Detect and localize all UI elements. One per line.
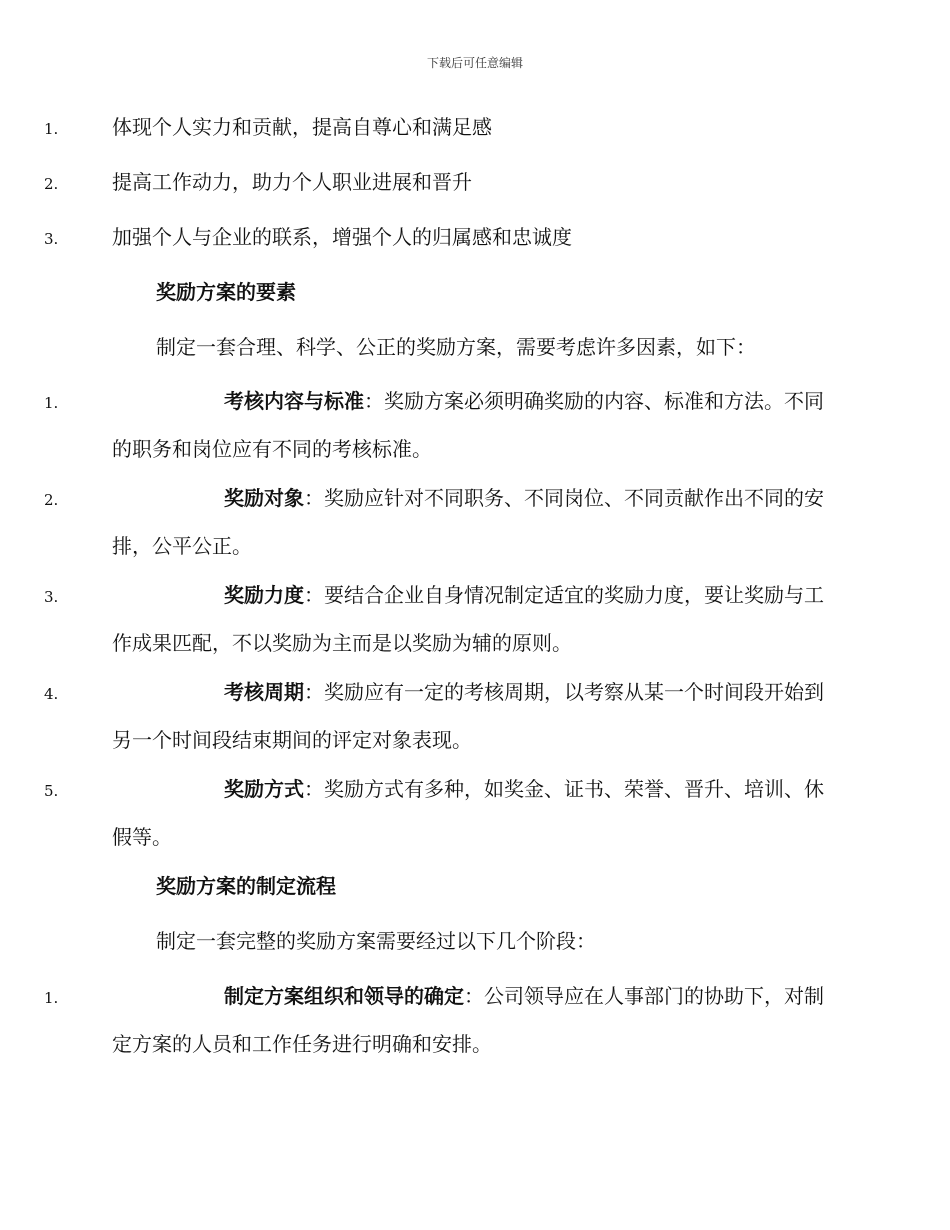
list-text: 要结合企业自身情况制定适宜的奖励力度，要让奖励与工作成果匹配，不以奖励为主而是以奖励为辅的原则。 <box>112 583 824 655</box>
list-text: 奖励方式有多种，如奖金、证书、荣誉、晋升、培训、休假等。 <box>112 777 824 849</box>
list-number: 1. <box>44 394 59 412</box>
list-item <box>44 159 836 207</box>
list-item <box>44 572 836 666</box>
list-item <box>44 214 836 262</box>
list-number: 5. <box>44 782 59 800</box>
list-number: 2. <box>44 175 59 193</box>
page-header: 下载后可任意编辑 <box>426 56 523 70</box>
paragraph: 制定一套合理、科学、公正的奖励方案，需要考虑许多因素，如下： <box>156 335 756 359</box>
list-term: 考核周期 <box>224 680 304 704</box>
paragraph: 制定一套完整的奖励方案需要经过以下几个阶段： <box>156 929 596 953</box>
list-number: 3. <box>44 230 59 248</box>
list-term: 奖励力度 <box>224 583 304 607</box>
section-heading: 奖励方案的制定流程 <box>156 874 336 898</box>
list-separator: ： <box>304 777 324 801</box>
list-text: 加强个人与企业的联系，增强个人的归属感和忠诚度 <box>112 225 572 249</box>
section-heading: 奖励方案的要素 <box>156 280 296 304</box>
list-separator: ： <box>304 486 324 510</box>
list-item <box>44 766 836 860</box>
list-term: 奖励对象 <box>224 486 304 510</box>
list-term: 奖励方式 <box>224 777 304 801</box>
list-separator: ： <box>304 680 324 704</box>
list-term: 考核内容与标准 <box>224 389 364 413</box>
list-text: 体现个人实力和贡献，提高自尊心和满足感 <box>112 115 492 139</box>
list-item <box>44 973 836 1067</box>
list-text: 奖励应有一定的考核周期，以考察从某一个时间段开始到另一个时间段结束期间的评定对象表现。 <box>112 680 824 752</box>
list-item <box>44 669 836 763</box>
list-text: 奖励方案必须明确奖励的内容、标准和方法。不同的职务和岗位应有不同的考核标准。 <box>112 389 824 461</box>
list-number: 3. <box>44 588 59 606</box>
list-item <box>44 378 836 472</box>
list-number: 4. <box>44 685 59 703</box>
list-text: 提高工作动力，助力个人职业进展和晋升 <box>112 170 472 194</box>
list-term: 制定方案组织和领导的确定 <box>224 984 464 1008</box>
list-separator: ： <box>304 583 324 607</box>
list-number: 2. <box>44 491 59 509</box>
list-text: 奖励应针对不同职务、不同岗位、不同贡献作出不同的安排，公平公正。 <box>112 486 824 558</box>
list-text: 公司领导应在人事部门的协助下，对制定方案的人员和工作任务进行明确和安排。 <box>112 984 824 1056</box>
list-item <box>44 475 836 569</box>
list-number: 1. <box>44 989 59 1007</box>
list-separator: ： <box>464 984 484 1008</box>
list-item <box>44 104 836 152</box>
list-number: 1. <box>44 120 59 138</box>
list-separator: ： <box>364 389 384 413</box>
